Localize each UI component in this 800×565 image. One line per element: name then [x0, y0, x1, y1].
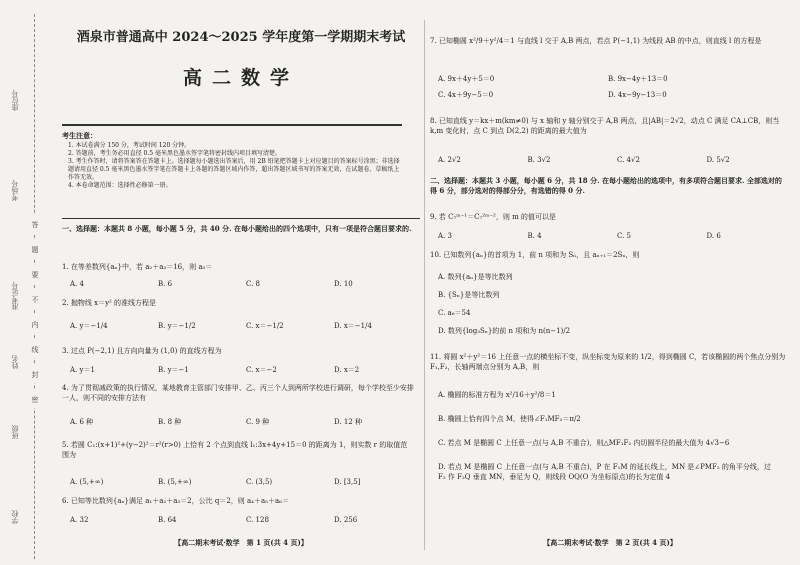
question-9-options	[430, 232, 788, 241]
option: B. 9x−4y＋13＝0	[608, 75, 668, 83]
seal-line	[34, 14, 35, 559]
option: C. 8	[246, 280, 261, 288]
option: D. 4x−9y−13＝0	[608, 91, 667, 99]
option: B. 4	[527, 232, 542, 240]
exam-title: 酒泉市普通高中 2024～2025 学年度第一学期期末考试	[76, 30, 406, 45]
question-2: 2. 抛物线 x＝y² 的准线方程是	[62, 299, 157, 307]
binding-strip	[0, 0, 60, 565]
notice-title: 考生注意：	[62, 131, 97, 140]
question-11: 11. 将圆 x²＋y²＝16 上任意一点的横坐标不变，纵坐标变为原来的 1/2，得到椭圆 C，若该椭圆的两个焦点分别为 F₁,F₂，长轴两端点分别为 A,B，则	[430, 353, 786, 371]
option: A. 椭圆的标准方程为 x²/16＋y²/8＝1	[438, 391, 556, 399]
option: D. x＝−1/4	[334, 322, 372, 330]
question-7-options	[438, 74, 778, 100]
question-6-options	[62, 516, 414, 525]
seal-char: 题	[28, 240, 40, 258]
label-ticket: 准考证号	[11, 282, 19, 310]
question-4: 4. 为了贯彻减政策的执行情况，某地教育主管部门安排甲、乙、丙三个人到两所学校进行调研，每个学校至少安排一人，则不同的安排方法有	[62, 384, 414, 402]
question-8: 8. 已知直线 y＝kx＋m(km≠0) 与 x 轴和 y 轴分别交于 A,B 两点，且|AB|＝2√2，动点 C 满足 CA⊥CB，则当 k,m 变化时，点 C 到点 D(2,2) 的距离的最大值为	[430, 117, 780, 135]
option: B. 8 种	[158, 418, 182, 426]
label-school: 学校	[11, 510, 19, 524]
option: A. y＝−1/4	[70, 322, 108, 330]
option: A. 4	[70, 280, 84, 288]
notice-box	[62, 124, 402, 190]
option: B. 64	[158, 516, 177, 524]
question-8-options	[430, 156, 788, 165]
page-2-column	[430, 0, 790, 565]
option: D. 10	[334, 280, 353, 288]
page-1-footer: 【高二期末考试·数学 第 1 页(共 4 页)】	[174, 538, 308, 547]
seal-char: 要	[28, 265, 40, 283]
label-name: 姓名	[11, 355, 19, 369]
question-9: 9. 若 C₇ᵐ⁻¹＝C₇²ᵐ⁻²，则 m 的值可以是	[430, 213, 556, 221]
option: C. x＝−1/2	[246, 322, 284, 330]
page-1-column	[62, 0, 420, 565]
option: D. 若点 M 是椭圆 C 上任意一点(与 A,B 不重合)，P 在 F₁M 的延长线上，MN 是∠PMF₂ 的角平分线，过 F₂ 作 F₂Q 垂直 MN，垂足为 Q，则线段 OQ(O 为坐标原点)的长为定值 4	[438, 463, 771, 481]
notice-line: 3. 考生作答时，请将答案答在答题卡上。选择题每小题选出答案后，用 2B 铅笔把答题卡上对应题目的答案标号涂黑；非选择题请用直径 0.5 毫米黑色墨水签字笔在答题卡上各题的答题区域内作答，超出答题区域书写的答案无效，在试题卷、草稿纸上作答无效。	[68, 158, 400, 181]
option: A. y＝1	[70, 366, 95, 374]
column-divider	[424, 20, 425, 550]
question-10: 10. 已知数列{aₙ}的首项为 1，前 n 项和为 Sₙ，且 aₙ₊₁＝2Sₙ，则	[430, 251, 640, 259]
question-6: 6. 已知等比数列{aₙ}满足 a₁＋a₂＋a₃＝2，公比 q＝2，则 a₄＋a₅＋a₆＝	[62, 497, 289, 505]
section-2-heading: 二、选择题：本题共 3 小题，每小题 6 分，共 18 分. 在每小题给出的选项中，有多项符合题目要求. 全部选对的得 6 分，部分选对的得部分分，有选错的得 0 分.	[430, 176, 782, 195]
option: A. 9x＋4y＋5＝0	[438, 75, 495, 83]
section-1-heading: 一、选择题：本题共 8 小题，每小题 5 分，共 40 分. 在每小题给出的四个选项中，只有一项是符合题目要求的.	[62, 224, 412, 233]
option: B. 椭圆上恰有四个点 M，使得∠F₁MF₂＝π/2	[438, 415, 581, 423]
option: A. 3	[438, 232, 452, 240]
option: D. 数列{log₃Sₙ}的前 n 项和为 n(n−1)/2	[438, 327, 571, 335]
option: D. [3,5]	[334, 478, 361, 486]
divider	[62, 218, 420, 219]
option: A. 2√2	[438, 156, 461, 164]
question-2-options	[62, 322, 414, 331]
option: B. (5,+∞)	[158, 478, 192, 486]
seal-char: 内	[28, 315, 40, 333]
question-5-options	[62, 478, 414, 487]
option: A. 数列{aₙ}是等比数列	[438, 273, 513, 281]
option: D. 12 种	[334, 418, 362, 426]
option: C. 5	[617, 232, 632, 240]
question-7: 7. 已知椭圆 x²/9＋y²/4＝1 与直线 l 交于 A,B 两点，若点 P(−1,1) 为线段 AB 的中点，则直线 l 的方程是	[430, 37, 762, 45]
notice-line: 2. 答题前，考生务必用直径 0.5 毫米黑色墨水签字笔将密封线内项目填写清楚。	[68, 150, 281, 157]
option: C. 4x＋9y−5＝0	[438, 91, 494, 99]
option: B. y＝−1	[158, 366, 189, 374]
option: A. (5,+∞)	[70, 478, 104, 486]
option: C. 4√2	[617, 156, 640, 164]
notice-line: 4. 本卷命题范围：选择性必修第一册。	[68, 182, 172, 189]
option: C. 128	[246, 516, 269, 524]
option: C. x＝−2	[246, 366, 277, 374]
question-4-options	[62, 418, 414, 427]
option: B. 3√2	[527, 156, 551, 164]
notice-line: 1. 本试卷满分 150 分，考试时间 120 分钟。	[68, 142, 191, 149]
seal-char: 线	[28, 340, 40, 358]
question-3: 3. 过点 P(−2,1) 且方向向量为 (1,0) 的直线方程为	[62, 347, 222, 355]
option: C. 若点 M 是椭圆 C 上任意一点(与 A,B 不重合)，则△MF₁F₂ 内切圆半径的最大值为 4√3−6	[438, 439, 730, 447]
option: D. 6	[706, 232, 721, 240]
subject-title: 高二数学	[182, 67, 299, 89]
option: C. (3,5)	[246, 478, 273, 486]
option: B. {Sₙ}是等比数列	[438, 291, 500, 299]
option: B. y＝−1/2	[158, 322, 196, 330]
seal-char: 封	[28, 365, 40, 383]
option: A. 6 种	[70, 418, 94, 426]
question-1: 1. 在等差数列{aₙ}中，若 a₂＋a₃＝16，则 a₅＝	[62, 263, 213, 271]
seal-char: 答	[28, 215, 40, 233]
option: D. 5√2	[706, 156, 730, 164]
label-class: 班级	[11, 425, 19, 439]
seal-char: 不	[28, 290, 40, 308]
question-11-options	[438, 390, 778, 482]
page-2-footer: 【高二期末考试·数学 第 2 页(共 4 页)】	[543, 538, 677, 547]
option: D. 256	[334, 516, 358, 524]
question-3-options	[62, 366, 414, 375]
label-room: 考场号	[11, 180, 19, 201]
option: B. 6	[158, 280, 173, 288]
question-5: 5. 若圆 C₁:(x+1)²+(y−2)²＝r²(r>0) 上恰有 2 个点到直线 l₁:3x+4y+15＝0 的距离为 1，则实数 r 的取值范围为	[62, 441, 408, 459]
option: C. 9 种	[246, 418, 270, 426]
question-1-options	[62, 280, 414, 289]
option: D. x＝2	[334, 366, 360, 374]
option: C. a₆＝54	[438, 309, 471, 317]
seal-char: 密	[28, 390, 40, 408]
option: A. 32	[70, 516, 89, 524]
question-10-options	[438, 268, 778, 340]
label-seat: 座位号	[11, 90, 19, 111]
